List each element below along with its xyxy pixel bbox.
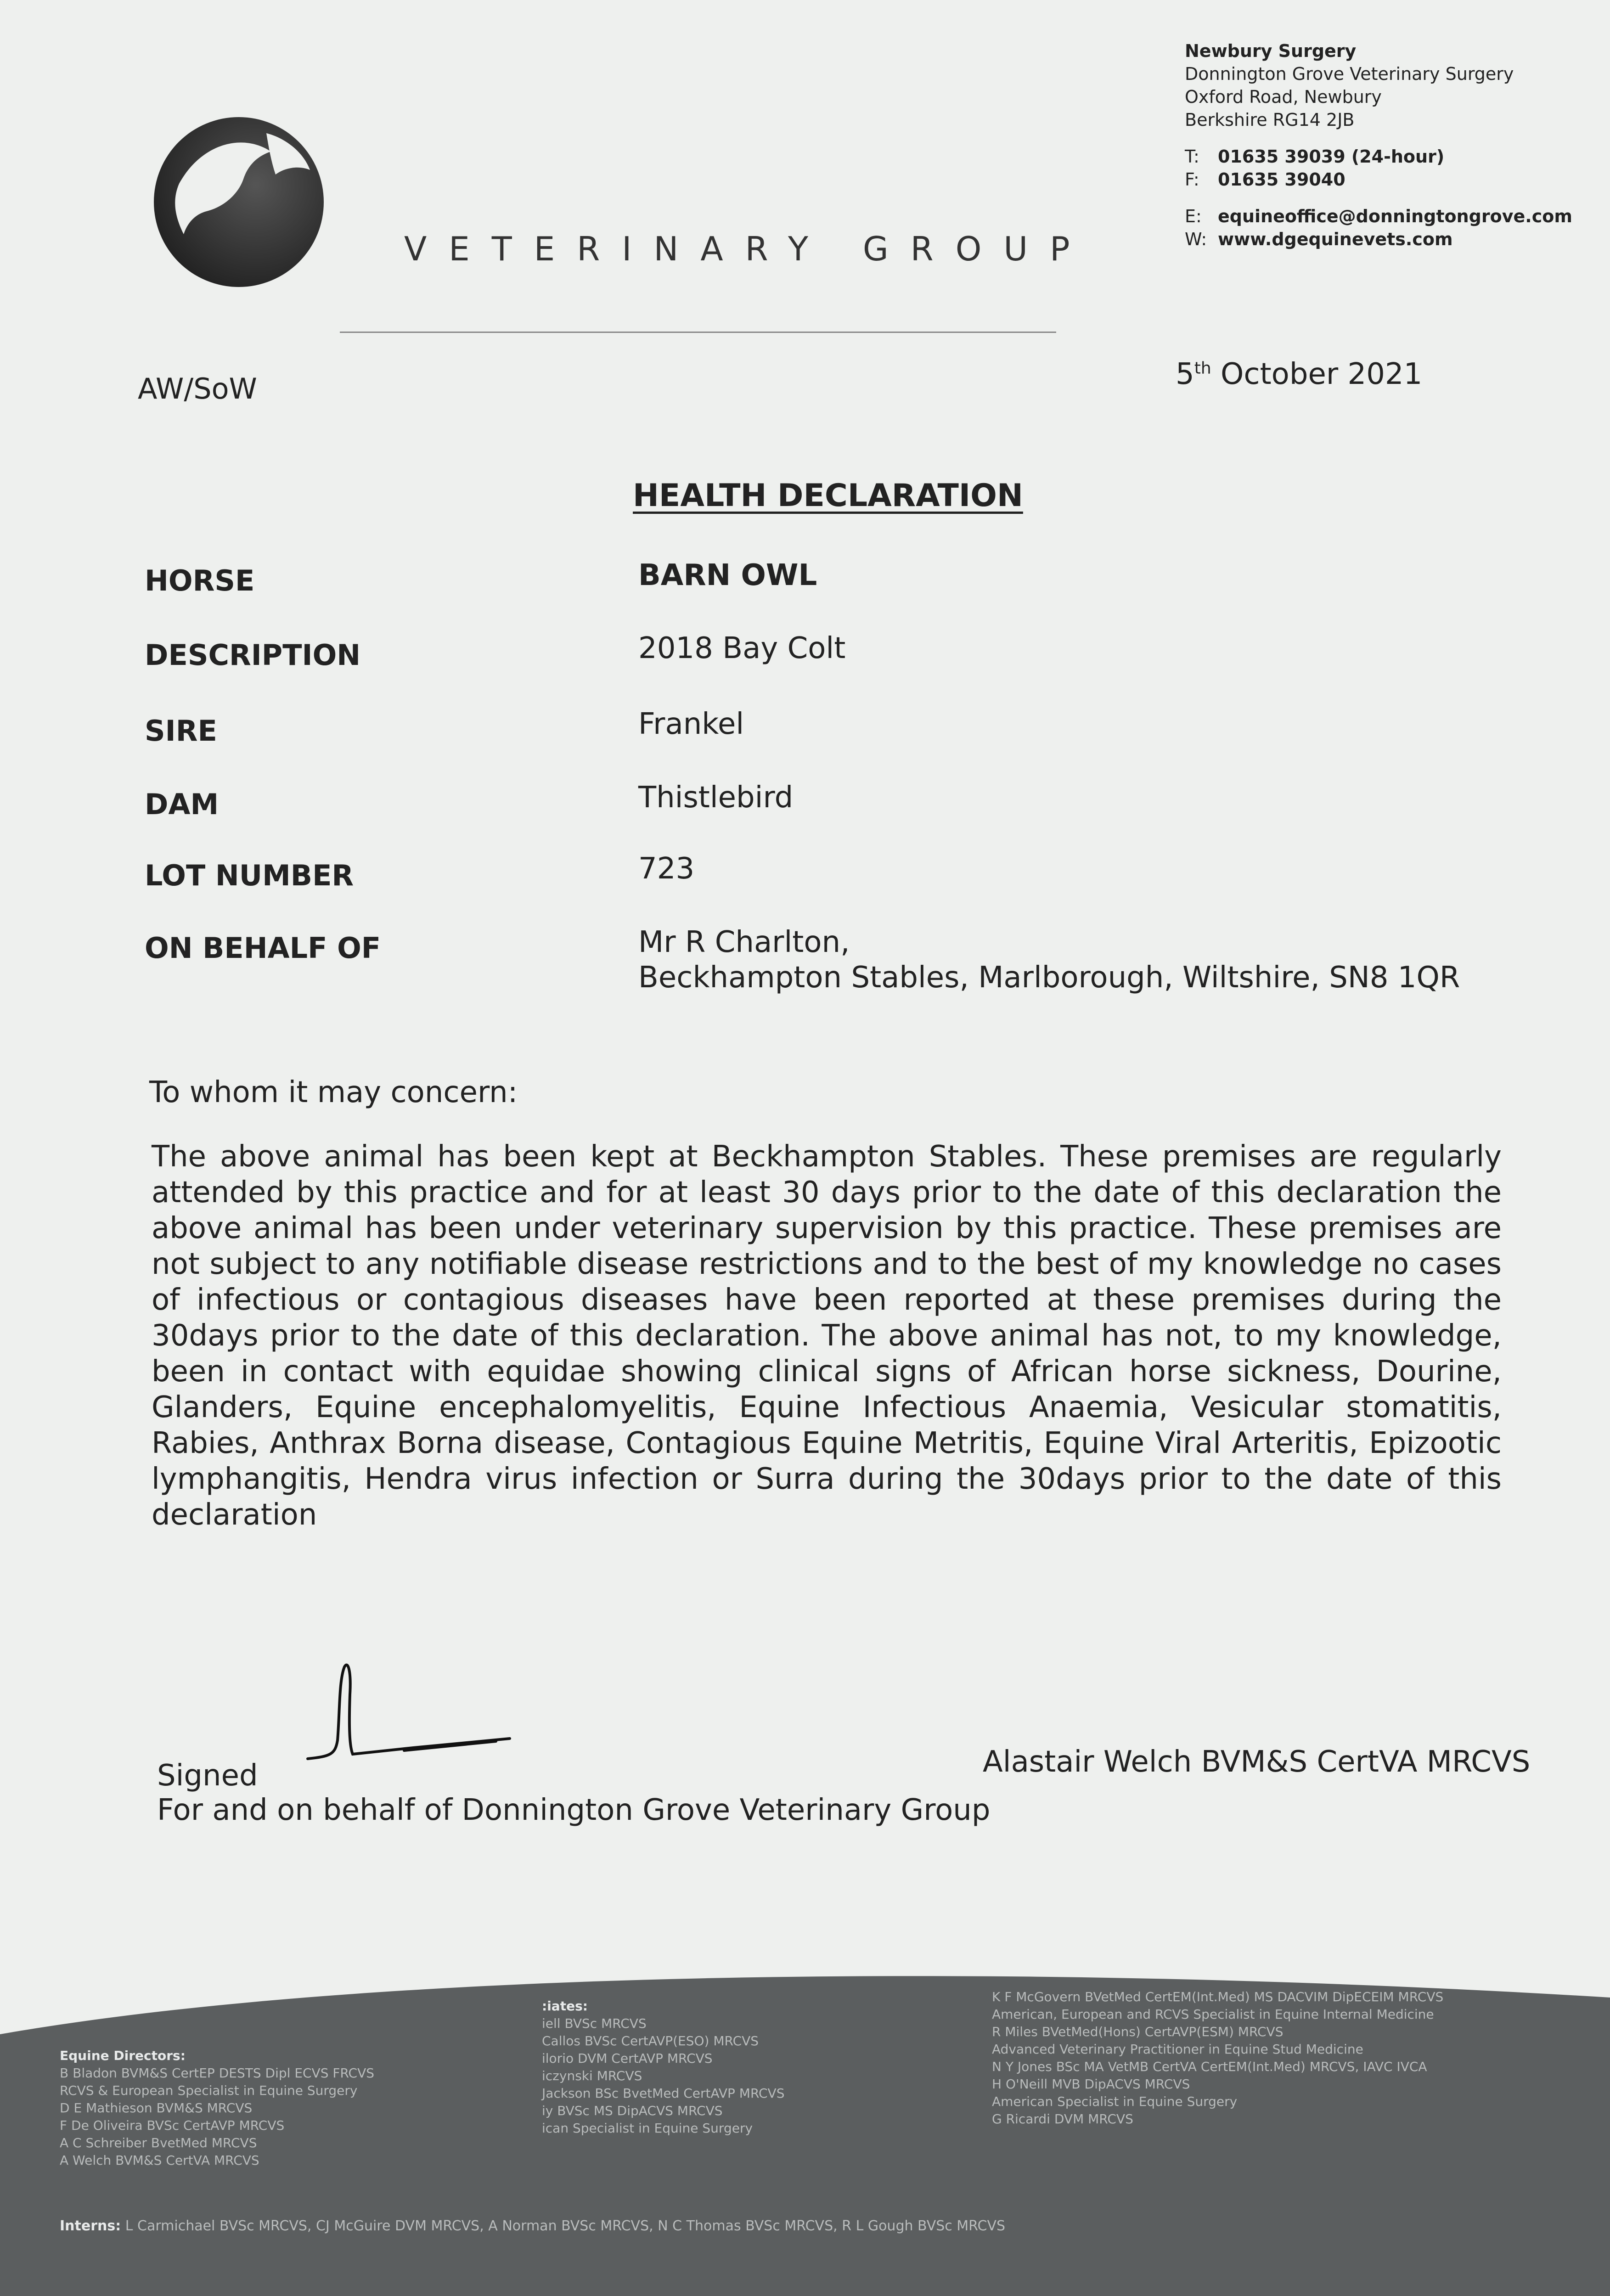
behalf-line: For and on behalf of Donnington Grove Veterinary Group (157, 1793, 991, 1827)
footer-other-vets: K F McGovern BVetMed CertEM(Int.Med) MS DACVIM DipECEIM MRCVS American, European and RCVS Specialist in Equine Internal Medicine R Miles BVetMed(Hons) CertAVP(ESM) MRCVS Advanced Veterinary Practitioner in Equine Stud Medicine N Y Jones BSc MA VetMB CertVA CertEM(Int.Med) MRCVS, IAVC IVCA H O'Neill MVB DipACVS MRCVS American Specialist in Equine Surgery G Ricardi DVM MRCVS (992, 1989, 1444, 2127)
signatory-name: Alastair Welch BVM&S CertVA MRCVS (983, 1745, 1531, 1779)
address-line: Oxford Road, Newbury (1185, 87, 1382, 107)
email-line: E: equineoffice@donningtongrove.com (1185, 206, 1572, 226)
signed-label: Signed (157, 1759, 258, 1793)
reference: AW/SoW (138, 372, 257, 405)
description-label: DESCRIPTION (145, 638, 361, 672)
lot-number-label: LOT NUMBER (145, 859, 354, 892)
document-title: HEALTH DECLARATION (633, 478, 1023, 514)
contact-block (1185, 39, 1598, 251)
footer-associates: :iates: iell BVSc MRCVS Callos BVSc CertAVP(ESO) MRCVS ilorio DVM CertAVP MRCVS iczynski MRCVS Jackson BSc BvetMed CertAVP MRCVS iy BVSc MS DipACVS MRCVS ican Specialist in Equine Surgery (542, 1998, 785, 2136)
salutation: To whom it may concern: (149, 1075, 518, 1109)
fax-line: F: 01635 39040 (1185, 169, 1345, 190)
footer-interns: Interns: L Carmichael BVSc MRCVS, CJ McGuire DVM MRCVS, A Norman BVSc MRCVS, N C Thomas BVSc MRCVS, R L Gough BVSc MRCVS (60, 2218, 1006, 2234)
surgery-name: Newbury Surgery (1185, 41, 1357, 61)
dam-label: DAM (145, 788, 219, 821)
lot-number-value: 723 (638, 852, 695, 886)
letter-date: 5th October 2021 (1176, 357, 1423, 391)
phone-line: T: 01635 39039 (24-hour) (1185, 146, 1445, 167)
sire-value: Frankel (638, 707, 744, 741)
footer-directors: Equine Directors: B Bladon BVM&S CertEP DESTS Dipl ECVS FRCVS RCVS & European Specialist in Equine Surgery D E Mathieson BVM&S MRCVS F De Oliveira BVSc CertAVP MRCVS A C Schreiber BvetMed MRCVS A Welch BVM&S CertVA MRCVS (60, 2048, 375, 2168)
address-line: Berkshire RG14 2JB (1185, 110, 1355, 130)
signature-scribble-icon (294, 1644, 551, 1773)
declaration-body: The above animal has been kept at Beckhampton Stables. These premises are regularly attended by this practice and for at least 30 days prior to the date of this declaration the above animal has been under veterinary supervision by this practice. These premises are not subject to any notifiable disease restrictions and to the best of my knowledge no cases of infectious or contagious diseases have been reported at these premises during the 30days prior to the date of this declaration. The above animal has not, to my knowledge, been in contact with equidae showing clinical signs of African horse sickness, Dourine, Glanders, Equine encephalomyelitis, Equine Infectious Anaemia, Vesicular stomatitis, Rabies, Anthrax Borna disease, Contagious Equine Metritis, Equine Viral Arteritis, Epizootic lymphangitis, Hendra virus infection or Surra during the 30days prior to the date of this declaration (152, 1140, 1502, 1532)
horse-value: BARN OWL (638, 558, 817, 592)
on-behalf-of-name: Mr R Charlton, (638, 925, 850, 959)
horse-head-logo-icon (152, 115, 326, 289)
on-behalf-of-address: Beckhampton Stables, Marlborough, Wiltshire, SN8 1QR (638, 961, 1460, 995)
on-behalf-of-label: ON BEHALF OF (145, 931, 381, 965)
web-line: W: www.dgequinevets.com (1185, 229, 1453, 249)
address-line: Donnington Grove Veterinary Surgery (1185, 64, 1514, 84)
sire-label: SIRE (145, 714, 217, 748)
logo-text: VETERINARY GROUP (404, 230, 1092, 268)
description-value: 2018 Bay Colt (638, 631, 846, 665)
dam-value: Thistlebird (638, 781, 794, 815)
horse-label: HORSE (145, 564, 255, 597)
header-rule (340, 332, 1056, 333)
email-link[interactable]: equineoffice@donningtongrove.com (1218, 206, 1572, 226)
web-link[interactable]: www.dgequinevets.com (1218, 229, 1453, 249)
